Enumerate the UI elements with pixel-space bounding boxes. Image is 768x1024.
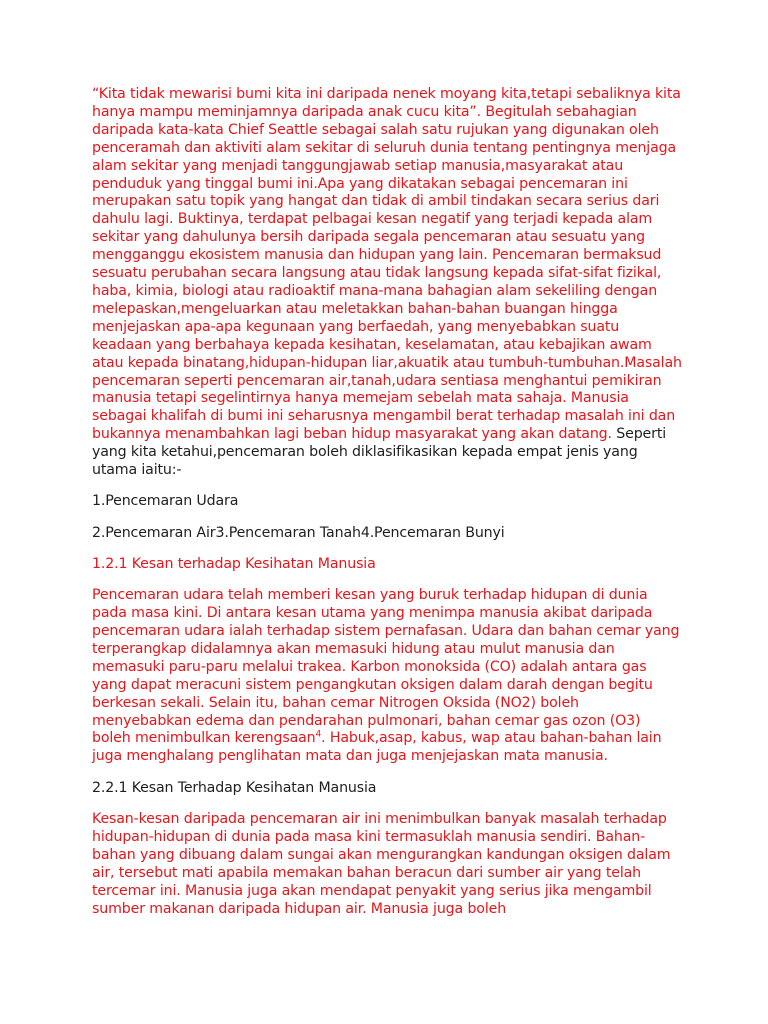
section-heading-1-2-1: 1.2.1 Kesan terhadap Kesihatan Manusia [92,555,376,572]
intro-red-text: “Kita tidak mewarisi bumi kita ini daripada nenek moyang kita,tetapi sebaliknya kita hanya mampu meminjamnya daripada anak cucu kita”. Begitulah sebahagian daripada kata-kata Chief Seattle sebagai salah satu rujukan yang digunakan oleh penceramah dan aktiviti alam sekitar di seluruh dunia tentang pentingnya menjaga alam sekitar yang menjadi tanggungjawab setiap manusia,masyarakat atau penduduk yang tinggal bumi ini.Apa yang dikatakan sebagai pencemaran ini merupakan satu topik yang hangat dan tidak di ambil tindakan secara serius dari dahulu lagi. Buktinya, terdapat pelbagai kesan negatif yang terjadi kepada alam sekitar yang dahulunya bersih daripada segala pencemaran atau sesuatu yang mengganggu ekosistem manusia dan hidupan yang lain. Pencemaran bermaksud sesuatu perubahan secara langsung atau tidak langsung kepada sifat-sifat fizikal, haba, kimia, biologi atau radioaktif mana-mana bahagian alam sekeliling dengan melepaskan,mengeluarkan atau meletakkan bahan-bahan buangan hingga menjejaskan apa-apa kegunaan yang berfaedah, yang menyebabkan suatu keadaan yang berbahaya kepada kesihatan, keselamatan, atau kebajikan awam atau kepada binatang,hidupan-hidupan liar,akuatik atau tumbuh-tumbuhan.Masalah pencemaran seperti pencemaran air,tanah,udara sentiasa menghantui pemikiran manusia tetapi segelintirnya hanya memejam sebelah mata sahaja. Manusia sebagai khalifah di bumi ini seharusnya mengambil berat terhadap masalah ini dan bukannya menambahkan lagi beban hidup masyarakat yang akan datang. [92,86,682,443]
list-line-2: 2.Pencemaran Air3.Pencemaran Tanah4.Pencemaran Bunyi [92,524,505,541]
air-pollution-health-paragraph [92,587,682,766]
intro-black-text: Seperti yang kita ketahui,pencemaran boleh diklasifikasikan kepada empat jenis yang utama iaitu:- [92,426,667,479]
section-heading-2-2-1: 2.2.1 Kesan Terhadap Kesihatan Manusia [92,779,377,796]
air-pollution-text-after: . Habuk,asap, kabus, wap atau bahan-bahan lain juga menghalang penglihatan mata dan juga menjejaskan mata manusia. [92,730,662,765]
water-pollution-health-paragraph: Kesan-kesan daripada pencemaran air ini menimbulkan banyak masalah terhadap hidupan-hidupan di dunia pada masa kini termasuklah manusia sendiri. Bahan-bahan yang dibuang dalam sungai akan mengurangkan kandungan oksigen dalam air, tersebut mati apabila memakan bahan beracun dari sumber air yang telah tercemar ini. Manusia juga akan mendapat penyakit yang serius jika mengambil sumber makanan daripada hidupan air. Manusia juga boleh [92,810,671,917]
document-page [92,86,682,930]
air-pollution-text-before: Pencemaran udara telah memberi kesan yang buruk terhadap hidupan di dunia pada masa kini. Di antara kesan utama yang menimpa manusia akibat daripada pencemaran udara ialah terhadap sistem pernafasan. Udara dan bahan cemar yang terperangkap didalamnya akan memasuki hidung atau mulut manusia dan memasuki paru-paru melalui trakea. Karbon monoksida (CO) adalah antara gas yang dapat meracuni sistem pengangkutan oksigen dalam darah dengan begitu berkesan sekali. Selain itu, bahan cemar Nitrogen Oksida (NO2) boleh menyebabkan edema dan pendarahan pulmonari, bahan cemar gas ozon (O3) boleh menimbulkan kerengsaan [92,587,680,747]
list-line-1: 1.Pencemaran Udara [92,493,239,510]
footnote-marker: 4 [315,729,322,740]
intro-paragraph [92,86,682,480]
